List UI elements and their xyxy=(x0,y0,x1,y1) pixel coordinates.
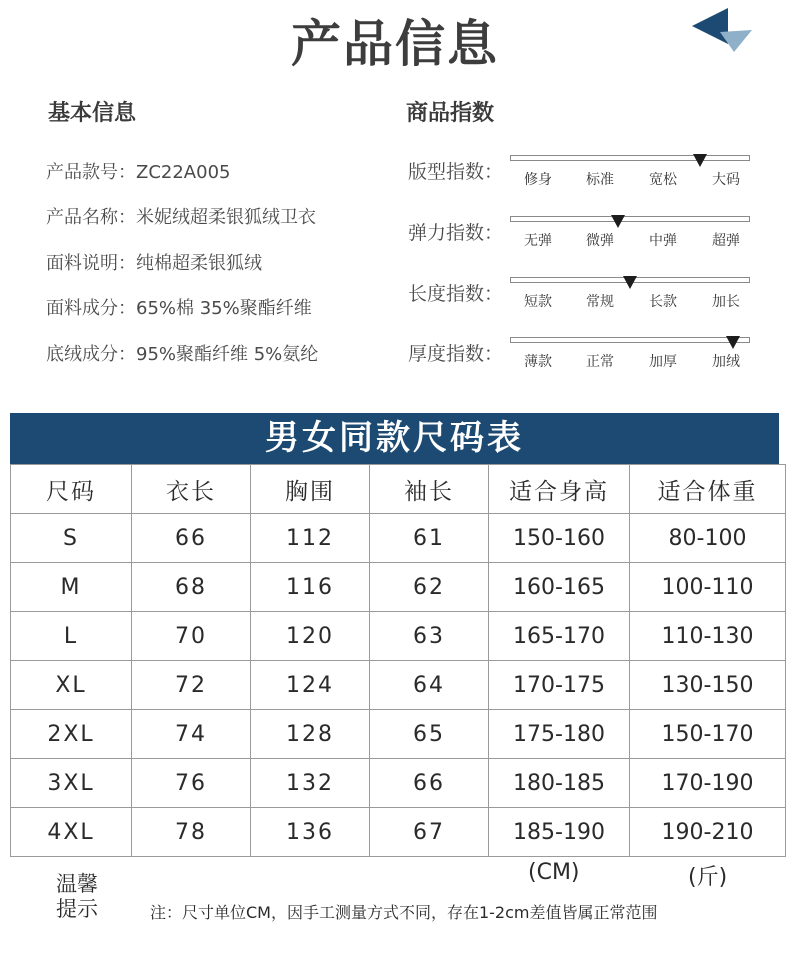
table-cell: 165-170 xyxy=(489,612,630,661)
table-row xyxy=(11,808,786,857)
table-cell: 66 xyxy=(370,759,489,808)
index-label: 长度指数： xyxy=(408,283,504,305)
table-cell: 63 xyxy=(370,612,489,661)
table-cell: 136 xyxy=(251,808,370,857)
table-cell: 62 xyxy=(370,563,489,612)
index-track xyxy=(510,216,750,222)
table-cell: 67 xyxy=(370,808,489,857)
index-option: 长款 xyxy=(649,294,677,310)
table-row xyxy=(11,612,786,661)
table-cell: 180-185 xyxy=(489,759,630,808)
table-cell: XL xyxy=(11,661,132,710)
index-track xyxy=(510,155,750,161)
table-cell: 128 xyxy=(251,710,370,759)
index-option: 中弹 xyxy=(649,233,677,249)
tips-text: 注：尺寸单位CM，因手工测量方式不同，存在1-2cm差值皆属正常范围 xyxy=(150,903,658,922)
col-header: 适合体重 xyxy=(630,465,786,514)
size-table-header-row xyxy=(11,465,786,514)
col-header: 尺码 xyxy=(11,465,132,514)
table-cell: M xyxy=(11,563,132,612)
table-cell: 78 xyxy=(132,808,251,857)
basic-info-row: 面料成分：65%棉 35%聚酯纤维 xyxy=(46,298,312,319)
triangle-decoration-icon xyxy=(690,6,756,54)
table-cell: L xyxy=(11,612,132,661)
index-label: 厚度指数： xyxy=(408,343,504,365)
col-header: 胸围 xyxy=(251,465,370,514)
page-title: 产品信息 xyxy=(291,15,499,73)
index-option: 大码 xyxy=(712,172,740,188)
table-cell: 175-180 xyxy=(489,710,630,759)
size-table xyxy=(10,464,786,857)
index-option: 常规 xyxy=(586,294,614,310)
table-cell: 100-110 xyxy=(630,563,786,612)
index-option: 微弹 xyxy=(586,233,614,249)
table-cell: 70 xyxy=(132,612,251,661)
tips-heading xyxy=(56,872,116,922)
index-option: 超弹 xyxy=(712,233,740,249)
weight-unit: (斤) xyxy=(688,865,728,890)
table-cell: 160-165 xyxy=(489,563,630,612)
table-row xyxy=(11,514,786,563)
table-cell: 170-175 xyxy=(489,661,630,710)
table-cell: 74 xyxy=(132,710,251,759)
table-row xyxy=(11,661,786,710)
index-option: 标准 xyxy=(586,172,614,188)
index-option: 薄款 xyxy=(524,354,552,370)
table-cell: 72 xyxy=(132,661,251,710)
col-header: 衣长 xyxy=(132,465,251,514)
index-marker-icon xyxy=(726,336,740,349)
table-cell: 132 xyxy=(251,759,370,808)
basic-info-row: 产品款号：ZC22A005 xyxy=(46,162,231,183)
basic-info-heading: 基本信息 xyxy=(48,101,137,126)
table-cell: 112 xyxy=(251,514,370,563)
table-cell: 120 xyxy=(251,612,370,661)
index-label: 版型指数： xyxy=(408,161,504,183)
table-cell: 68 xyxy=(132,563,251,612)
table-cell: 61 xyxy=(370,514,489,563)
table-cell: 80-100 xyxy=(630,514,786,563)
table-cell: 76 xyxy=(132,759,251,808)
size-table-title: 男女同款尺码表 xyxy=(10,413,779,464)
index-option: 无弹 xyxy=(524,233,552,249)
table-cell: 185-190 xyxy=(489,808,630,857)
table-cell: 2XL xyxy=(11,710,132,759)
table-cell: 3XL xyxy=(11,759,132,808)
table-cell: 130-150 xyxy=(630,661,786,710)
basic-info-row: 产品名称：米妮绒超柔银狐绒卫衣 xyxy=(46,207,316,228)
index-option: 正常 xyxy=(586,354,614,370)
index-track xyxy=(510,337,750,343)
index-option: 加厚 xyxy=(649,354,677,370)
table-cell: 150-160 xyxy=(489,514,630,563)
table-cell: 110-130 xyxy=(630,612,786,661)
table-cell: 124 xyxy=(251,661,370,710)
table-cell: 65 xyxy=(370,710,489,759)
col-header: 袖长 xyxy=(370,465,489,514)
table-cell: S xyxy=(11,514,132,563)
index-option: 修身 xyxy=(524,172,552,188)
tips-heading-line: 提示 xyxy=(56,897,98,921)
col-header: 适合身高 xyxy=(489,465,630,514)
index-option: 宽松 xyxy=(649,172,677,188)
table-cell: 150-170 xyxy=(630,710,786,759)
table-cell: 190-210 xyxy=(630,808,786,857)
table-cell: 66 xyxy=(132,514,251,563)
table-cell: 170-190 xyxy=(630,759,786,808)
index-option: 短款 xyxy=(524,294,552,310)
table-cell: 116 xyxy=(251,563,370,612)
index-marker-icon xyxy=(623,276,637,289)
table-row xyxy=(11,563,786,612)
index-option: 加长 xyxy=(712,294,740,310)
product-index-heading: 商品指数 xyxy=(406,101,495,126)
basic-info-row: 底绒成分：95%聚酯纤维 5%氨纶 xyxy=(46,344,319,365)
index-label: 弹力指数： xyxy=(408,222,504,244)
index-marker-icon xyxy=(693,154,707,167)
table-row xyxy=(11,710,786,759)
basic-info-row: 面料说明：纯棉超柔银狐绒 xyxy=(46,253,262,274)
table-cell: 64 xyxy=(370,661,489,710)
table-row xyxy=(11,759,786,808)
height-unit: (CM) xyxy=(528,860,580,885)
index-option: 加绒 xyxy=(712,354,740,370)
tips-heading-line: 温馨 xyxy=(56,872,98,896)
table-cell: 4XL xyxy=(11,808,132,857)
index-marker-icon xyxy=(611,215,625,228)
